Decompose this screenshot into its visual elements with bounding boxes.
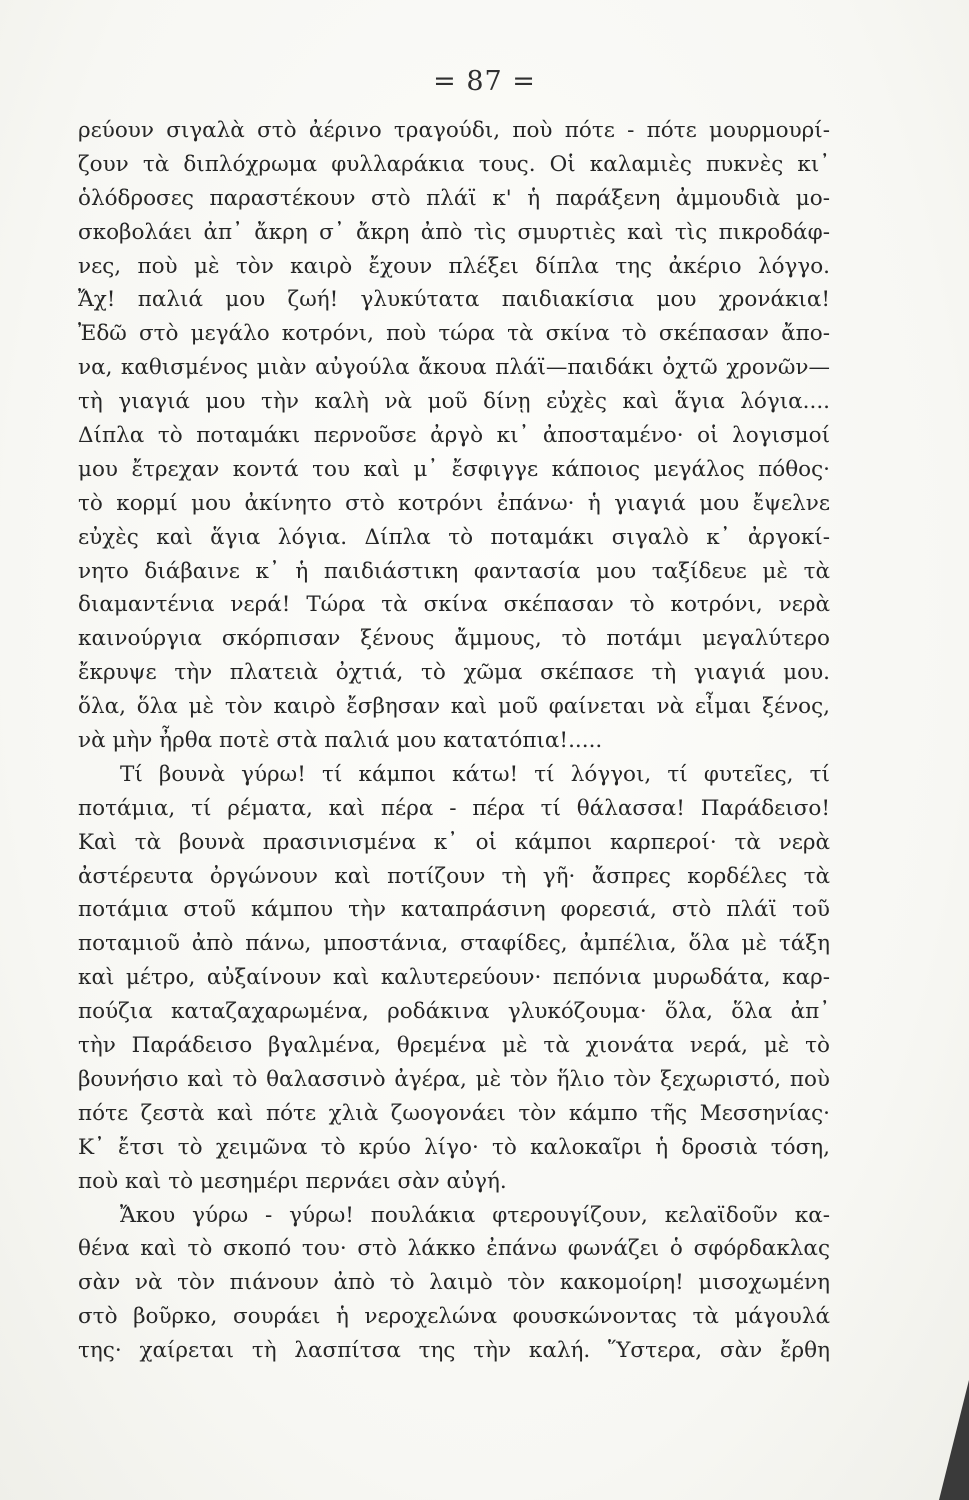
text-line: Ἄχ! παλιά μου ζωή! γλυκύτατα παιδιακίσια μου χρονάκια! [78,287,830,313]
text-line: εὐχὲς καὶ ἅγια λόγια. Δίπλα τὸ ποταμάκι σιγαλὸ κ᾿ ἀργοκί- [78,524,830,550]
text-line: διαμαντένια νερά! Τώρα τὰ σκίνα σκέπασαν τὸ κοτρόνι, νερὰ [78,592,830,618]
text-line: Τί βουνὰ γύρω! τί κάμποι κάτω! τί λόγγοι, τί φυτεῖες, τί [120,761,830,787]
text-line: ρεύουν σιγαλὰ στὸ ἀέρινο τραγούδι, ποὺ πότε - πότε μουρμουρί- [78,118,830,143]
text-line: ποτάμια στοῦ κάμπου τὴν καταπράσινη φορεσιά, στὸ πλάϊ τοῦ [78,897,830,923]
page-number: = 87 = [433,66,536,97]
text-line: Δίπλα τὸ ποταμάκι περνοῦσε ἀργὸ κι᾿ ἀποσταμένο· οἱ λογισμοί [78,423,830,449]
page-corner-mark [939,1380,969,1500]
text-line: καὶ μέτρο, αὐξαίνουν καὶ καλυτερεύουν· πεπόνια μυρωδάτα, καρ- [78,965,830,991]
body-text [78,114,830,1368]
text-line: της· χαίρεται τὴ λασπίτσα της τὴν καλή. Ὕστερα, σὰν ἔρθη [78,1338,830,1364]
text-line: τὴν Παράδεισο βγαλμένα, θρεμένα μὲ τὰ χιονάτα νερά, μὲ τὸ [78,1033,830,1059]
text-line: καινούργια σκόρπισαν ξένους ἄμμους, τὸ ποτάμι μεγαλύτερο [78,626,830,652]
text-line: βουνήσιο καὶ τὸ θαλασσινὸ ἀγέρα, μὲ τὸν ἥλιο τὸν ξεχωριστό, ποὺ [78,1066,830,1092]
text-line: μου ἔτρεχαν κοντά του καὶ μ᾿ ἔσφιγγε κάποιος μεγάλος πόθος· [78,456,830,482]
text-line: πούζια καταζαχαρωμένα, ροδάκινα γλυκόζουμα· ὅλα, ὅλα ἀπ᾿ [78,999,830,1025]
text-line: νες, ποὺ μὲ τὸν καιρὸ ἔχουν πλέξει δίπλα της ἀκέριο λόγγο. [78,253,830,279]
text-line: τὸ κορμί μου ἀκίνητο στὸ κοτρόνι ἐπάνω· ἡ γιαγιά μου ἔψελνε [78,490,830,516]
text-line: σκοβολάει ἀπ᾿ ἄκρη σ᾿ ἄκρη ἀπὸ τὶς σμυρτιὲς καὶ τὶς πικροδάφ- [78,219,830,245]
text-line: νητο διάβαινε κ᾿ ἡ παιδιάστικη φαντασία μου ταξίδευε μὲ τὰ [78,558,830,584]
text-line: στὸ βοῦρκο, σουράει ἡ νεροχελώνα φουσκώνοντας τὰ μάγουλά [78,1304,830,1330]
text-line: ποτάμια, τί ρέματα, καὶ πέρα - πέρα τί θάλασσα! Παράδεισο! [78,795,830,821]
text-line: ποὺ καὶ τὸ μεσημέρι περνάει σὰν αὐγή. [78,1168,507,1194]
text-line: να, καθισμένος μιὰν αὐγούλα ἄκουα πλάϊ—παιδάκι ὀχτῶ χρονῶν— [78,355,830,381]
text-line: ἀστέρευτα ὀργώνουν καὶ ποτίζουν τὴ γῆ· ἄσπρες κορδέλες τὰ [78,863,830,889]
text-line: τὴ γιαγιά μου τὴν καλὴ νὰ μοῦ δίνῃ εὐχὲς καὶ ἅγια λόγια.... [78,389,830,415]
text-line: νὰ μὴν ἦρθα ποτὲ στὰ παλιά μου κατατόπια!..... [78,728,603,754]
text-line: ζουν τὰ διπλόχρωμα φυλλαράκια τους. Οἱ καλαμιὲς πυκνὲς κι᾿ [78,151,830,177]
text-line: Ἐδῶ στὸ μεγάλο κοτρόνι, ποὺ τώρα τὰ σκίνα τὸ σκέπασαν ἄπο- [78,321,830,347]
text-line: πότε ζεστὰ καὶ πότε χλιὰ ζωογονάει τὸν κάμπο τῆς Μεσσηνίας· [78,1100,830,1126]
text-line: θένα καὶ τὸ σκοπό του· στὸ λάκκο ἐπάνω φωνάζει ὁ σφόρδακλας [78,1236,830,1262]
text-line: ὅλα, ὅλα μὲ τὸν καιρὸ ἔσβησαν καὶ μοῦ φαίνεται νὰ εἶμαι ξένος, [78,694,830,720]
text-line: ποταμιοῦ ἀπὸ πάνω, μποστάνια, σταφίδες, ἀμπέλια, ὅλα μὲ τάξη [78,931,830,957]
text-line: ἔκρυψε τὴν πλατειὰ ὀχτιά, τὸ χῶμα σκέπασε τὴ γιαγιά μου. [78,660,830,686]
text-line: σὰν νὰ τὸν πιάνουν ἀπὸ τὸ λαιμὸ τὸν κακομοίρη! μισοχωμένη [78,1270,830,1296]
text-line: Καὶ τὰ βουνὰ πρασινισμένα κ᾿ οἱ κάμποι καρπεροί· τὰ νερὰ [78,829,830,855]
text-line: ὁλόδροσες παραστέκουν στὸ πλάϊ κ' ἡ παράξενη ἀμμουδιὰ μο- [78,185,830,211]
text-line: Κ᾿ ἔτσι τὸ χειμῶνα τὸ κρύο λίγο· τὸ καλοκαῖρι ἡ δροσιὰ τόση, [78,1134,830,1160]
text-line: Ἄκου γύρω - γύρω! πουλάκια φτερουγίζουν, κελαϊδοῦν κα- [120,1202,830,1228]
